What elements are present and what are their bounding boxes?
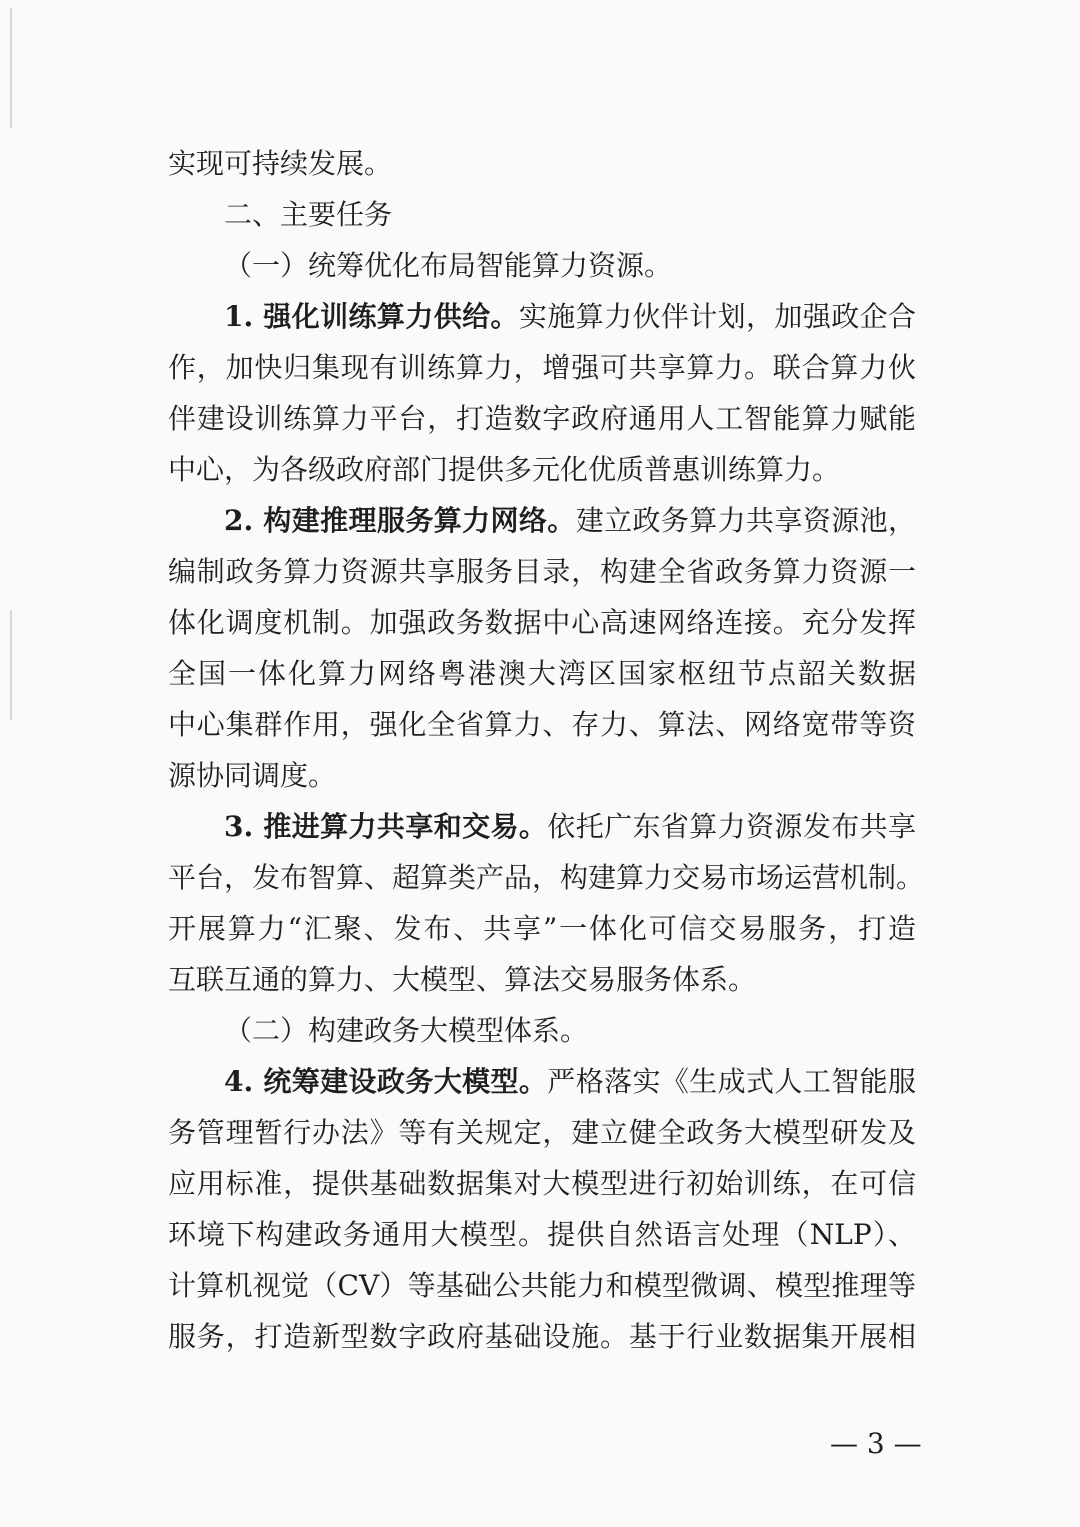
item-4-line-5: 计算机视觉（CV）等基础公共能力和模型微调、模型推理等	[168, 1269, 916, 1302]
item-3-line-4: 互联互通的算力、大模型、算法交易服务体系。	[168, 963, 757, 996]
subsection-heading-two: （二）构建政务大模型体系。	[224, 1014, 589, 1047]
item-2-line-5: 中心集群作用，强化全省算力、存力、算法、网络宽带等资	[168, 708, 916, 741]
page-number: — 3 —	[830, 1427, 922, 1460]
item-3-line-3: 开展算力“汇聚、发布、共享”一体化可信交易服务，打造	[168, 912, 916, 945]
page-edge-mark-top	[10, 8, 12, 128]
item-4-heading: 4. 统筹建设政务大模型。	[224, 1065, 548, 1098]
subsection-heading-one: （一）统筹优化布局智能算力资源。	[224, 249, 673, 282]
item-2-line-6: 源协同调度。	[168, 759, 337, 792]
item-1-line-4: 中心，为各级政府部门提供多元化优质普惠训练算力。	[168, 453, 841, 486]
item-2-line-3: 体化调度机制。加强政务数据中心高速网络连接。充分发挥	[168, 606, 916, 639]
item-3-heading: 3. 推进算力共享和交易。	[224, 810, 548, 843]
item-1-line-2: 作，加快归集现有训练算力，增强可共享算力。联合算力伙	[168, 351, 916, 384]
item-4-line-6: 服务，打造新型数字政府基础设施。基于行业数据集开展相	[168, 1320, 916, 1353]
item-1-heading: 1. 强化训练算力供给。	[224, 300, 519, 333]
item-4-line-3: 应用标准，提供基础数据集对大模型进行初始训练，在可信	[168, 1167, 916, 1200]
item-4-line-2: 务管理暂行办法》等有关规定，建立健全政务大模型研发及	[168, 1116, 916, 1149]
page-edge-mark-middle	[10, 610, 12, 720]
item-4-line-4: 环境下构建政务通用大模型。提供自然语言处理（NLP）、	[168, 1218, 916, 1251]
item-2-line-4: 全国一体化算力网络粤港澳大湾区国家枢纽节点韶关数据	[168, 657, 916, 690]
item-3-line-2: 平台，发布智算、超算类产品，构建算力交易市场运营机制。	[168, 861, 925, 894]
item-2-heading: 2. 构建推理服务算力网络。	[224, 504, 576, 537]
item-2-line-2: 编制政务算力资源共享服务目录，构建全省政务算力资源一	[168, 555, 916, 588]
item-3-text: 依托广东省算力资源发布共享	[547, 810, 916, 843]
item-1-text: 实施算力伙伴计划，加强政企合	[518, 300, 916, 333]
paragraph-line-1: 实现可持续发展。	[168, 147, 393, 180]
item-3-first-line	[224, 809, 916, 845]
item-2-text: 建立政务算力共享资源池，	[575, 504, 916, 537]
item-1-first-line	[224, 299, 916, 335]
item-4-text: 严格落实《生成式人工智能服	[547, 1065, 916, 1098]
item-4-first-line	[224, 1064, 916, 1100]
item-1-line-3: 伴建设训练算力平台，打造数字政府通用人工智能算力赋能	[168, 402, 916, 435]
item-2-first-line	[224, 503, 916, 539]
section-heading-main-tasks: 二、主要任务	[224, 198, 393, 231]
